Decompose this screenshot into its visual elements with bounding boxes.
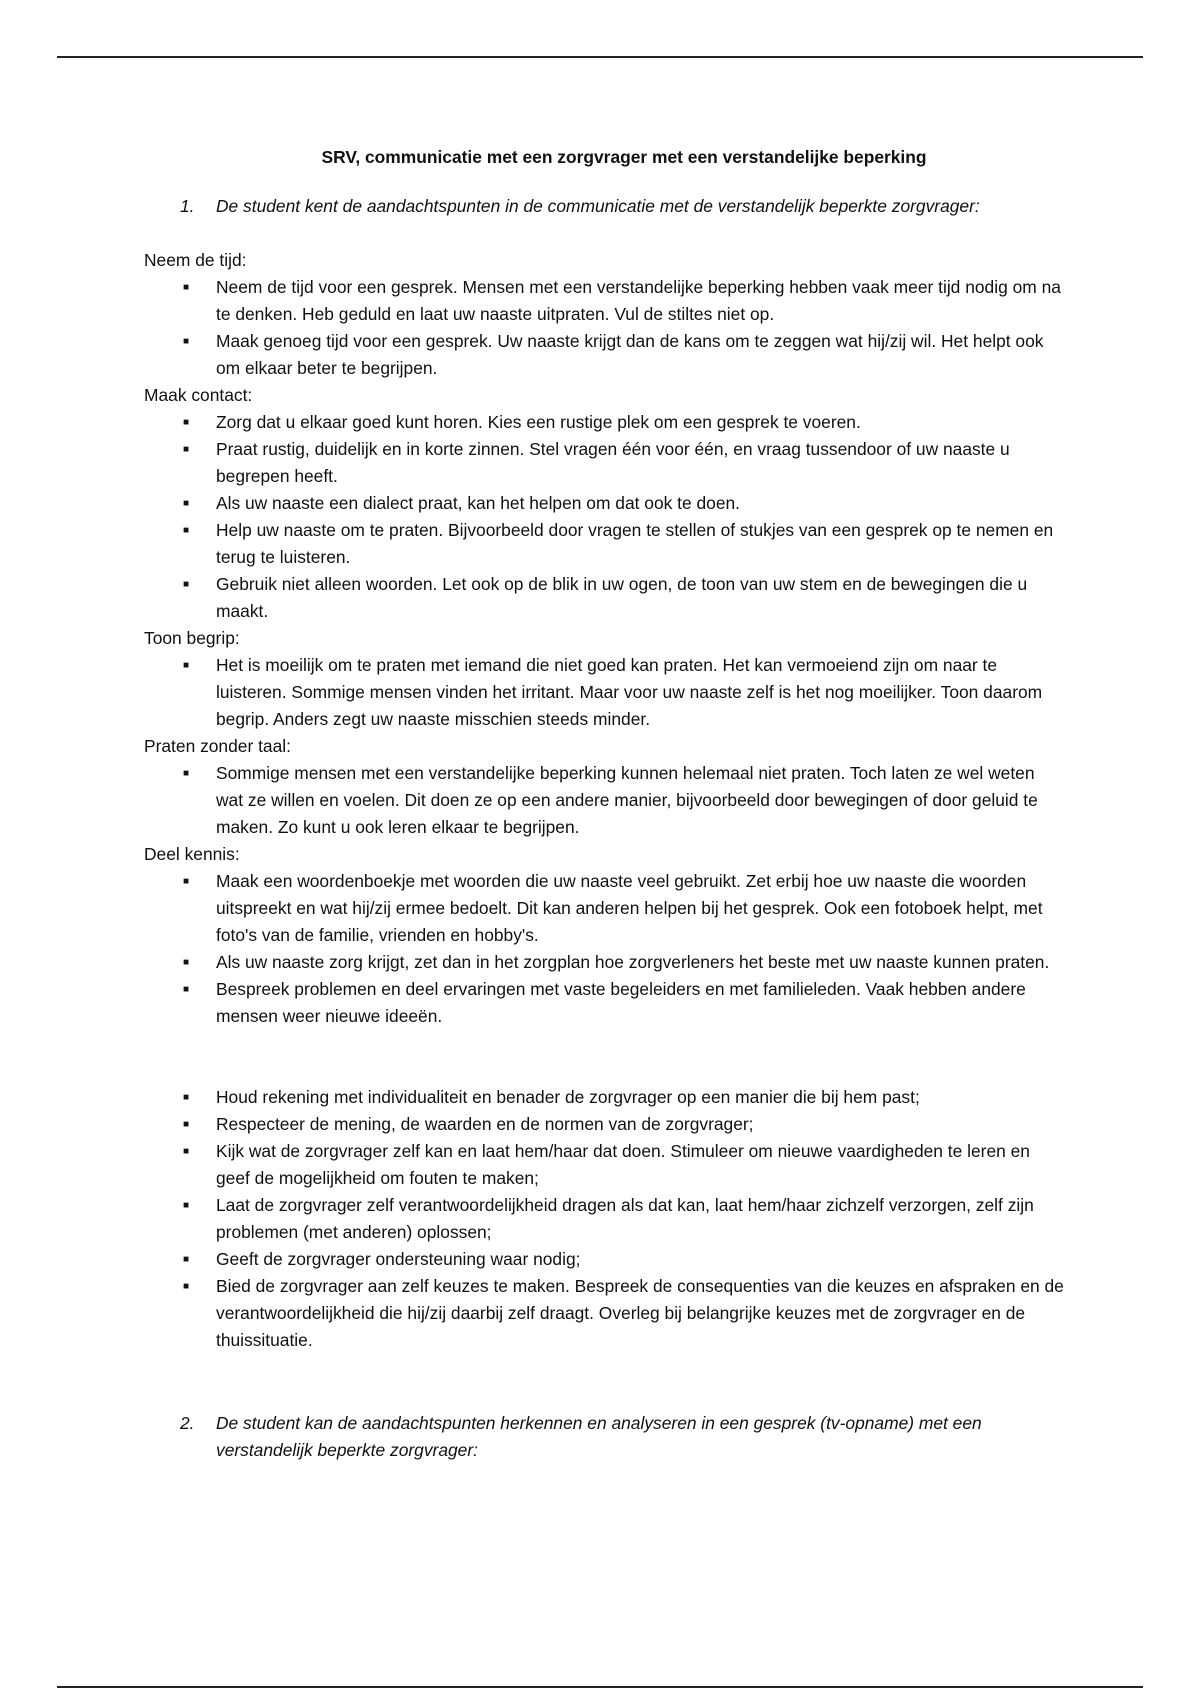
list-item-text: Als uw naaste een dialect praat, kan het helpen om dat ook te doen. — [216, 493, 741, 513]
bullet-icon: ■ — [183, 1092, 190, 1103]
bullet-icon: ■ — [183, 1146, 190, 1157]
list-item — [144, 760, 1064, 841]
sections — [144, 247, 1064, 1030]
bullet-icon: ■ — [183, 768, 190, 779]
list-item — [144, 1246, 1064, 1273]
bullet-icon: ■ — [183, 1119, 190, 1130]
bullet-icon: ■ — [183, 417, 190, 428]
list-item — [144, 571, 1064, 625]
top-rule — [57, 56, 1143, 58]
list-item — [144, 1084, 1064, 1111]
section-list — [144, 760, 1064, 841]
question-2 — [144, 1410, 1064, 1464]
bullet-icon: ■ — [183, 282, 190, 293]
section-list — [144, 274, 1064, 382]
bottom-rule — [57, 1686, 1143, 1688]
list-item-text: Neem de tijd voor een gesprek. Mensen met een verstandelijke beperking hebben vaak meer tijd nodig om na te denken. Heb geduld en laat uw naaste uitpraten. Vul de stiltes niet op. — [216, 277, 1061, 324]
list-item-text: Help uw naaste om te praten. Bijvoorbeeld door vragen te stellen of stukjes van een gesprek op te nemen en terug te luisteren. — [216, 520, 1054, 567]
bullet-icon: ■ — [183, 984, 190, 995]
bullet-icon: ■ — [183, 444, 190, 455]
list-item — [144, 1138, 1064, 1192]
spacer — [144, 1030, 1064, 1084]
bullet-icon: ■ — [183, 525, 190, 536]
list-item — [144, 328, 1064, 382]
list-item-text: Zorg dat u elkaar goed kunt horen. Kies een rustige plek om een gesprek te voeren. — [216, 412, 861, 432]
bullet-icon: ■ — [183, 336, 190, 347]
question-2-number: 2. — [180, 1413, 195, 1433]
list-item-text: Sommige mensen met een verstandelijke beperking kunnen helemaal niet praten. Toch laten ze wel weten wat ze willen en voelen. Dit doen ze op een andere manier, bijvoorbeeld door bewegingen of door geluid te maken. Zo kunt u ook leren elkaar te begrijpen. — [216, 763, 1038, 837]
section-heading: Toon begrip: — [144, 628, 240, 648]
list-item-text: Maak een woordenboekje met woorden die uw naaste veel gebruikt. Zet erbij hoe uw naaste die woorden uitspreekt en wat hij/zij ermee bedoelt. Dit kan anderen helpen bij het gesprek. Ook een fotoboek helpt, met foto's van de familie, vrienden en hobby's. — [216, 871, 1043, 945]
list-item — [144, 1111, 1064, 1138]
list-item-text: Gebruik niet alleen woorden. Let ook op de blik in uw ogen, de toon van uw stem en de bewegingen die u maakt. — [216, 574, 1028, 621]
list-item-text: Respecteer de mening, de waarden en de normen van de zorgvrager; — [216, 1114, 754, 1134]
list-item-text: Praat rustig, duidelijk en in korte zinnen. Stel vragen één voor één, en vraag tussendoor of uw naaste u begrepen heeft. — [216, 439, 1010, 486]
list-item-text: Houd rekening met individualiteit en benader de zorgvrager op een manier die bij hem past; — [216, 1087, 920, 1107]
list-item-text: Maak genoeg tijd voor een gesprek. Uw naaste krijgt dan de kans om te zeggen wat hij/zij wil. Het helpt ook om elkaar beter te begrijpen. — [216, 331, 1044, 378]
list-item-text: Geeft de zorgvrager ondersteuning waar nodig; — [216, 1249, 581, 1269]
bullet-icon: ■ — [183, 1254, 190, 1265]
list-item — [144, 274, 1064, 328]
bullet-icon: ■ — [183, 957, 190, 968]
bullet-icon: ■ — [183, 1200, 190, 1211]
question-2-text: De student kan de aandachtspunten herkennen en analyseren in een gesprek (tv-opname) met een verstandelijk beperkte zorgvrager: — [216, 1413, 982, 1460]
list-item-text: Bied de zorgvrager aan zelf keuzes te maken. Bespreek de consequenties van die keuzes en afspraken en de verantwoordelijkheid die hij/zij daarbij zelf draagt. Overleg bij belangrijke keuzes met de zorgvrager en de thuissituatie. — [216, 1276, 1064, 1350]
list-item-text: Het is moeilijk om te praten met iemand die niet goed kan praten. Het kan vermoeiend zijn om naar te luisteren. Sommige mensen vinden het irritant. Maar voor uw naaste zelf is het nog moeilijker. Toon daarom begrip. Anders zegt uw naaste misschien steeds minder. — [216, 655, 1043, 729]
list-item — [144, 517, 1064, 571]
section-list — [144, 868, 1064, 1030]
question-1 — [144, 193, 1064, 220]
list-item — [144, 1192, 1064, 1246]
section-heading: Maak contact: — [144, 385, 253, 405]
list-item — [144, 949, 1064, 976]
extra-list — [144, 1084, 1064, 1354]
question-1-number: 1. — [180, 196, 195, 216]
list-item-text: Laat de zorgvrager zelf verantwoordelijkheid dragen als dat kan, laat hem/haar zichzelf verzorgen, zelf zijn problemen (met anderen) oplossen; — [216, 1195, 1034, 1242]
document-body — [144, 140, 1064, 1464]
document-title: SRV, communicatie met een zorgvrager met een verstandelijke beperking — [321, 147, 927, 167]
list-item — [144, 490, 1064, 517]
section-list — [144, 409, 1064, 625]
question-1-text: De student kent de aandachtspunten in de communicatie met de verstandelijk beperkte zorgvrager: — [216, 196, 980, 216]
bullet-icon: ■ — [183, 498, 190, 509]
list-item — [144, 1273, 1064, 1354]
bullet-icon: ■ — [183, 1281, 190, 1292]
list-item — [144, 976, 1064, 1030]
list-item-text: Bespreek problemen en deel ervaringen met vaste begeleiders en met familieleden. Vaak hebben andere mensen weer nieuwe ideeën. — [216, 979, 1026, 1026]
section-heading: Praten zonder taal: — [144, 736, 291, 756]
list-item-text: Als uw naaste zorg krijgt, zet dan in het zorgplan hoe zorgverleners het beste met uw naaste kunnen praten. — [216, 952, 1050, 972]
list-item — [144, 652, 1064, 733]
list-item-text: Kijk wat de zorgvrager zelf kan en laat hem/haar dat doen. Stimuleer om nieuwe vaardigheden te leren en geef de mogelijkheid om fouten te maken; — [216, 1141, 1030, 1188]
section-heading: Neem de tijd: — [144, 250, 247, 270]
bullet-icon: ■ — [183, 660, 190, 671]
bullet-icon: ■ — [183, 876, 190, 887]
list-item — [144, 436, 1064, 490]
list-item — [144, 868, 1064, 949]
section-heading: Deel kennis: — [144, 844, 240, 864]
section-list — [144, 652, 1064, 733]
bullet-icon: ■ — [183, 579, 190, 590]
list-item — [144, 409, 1064, 436]
